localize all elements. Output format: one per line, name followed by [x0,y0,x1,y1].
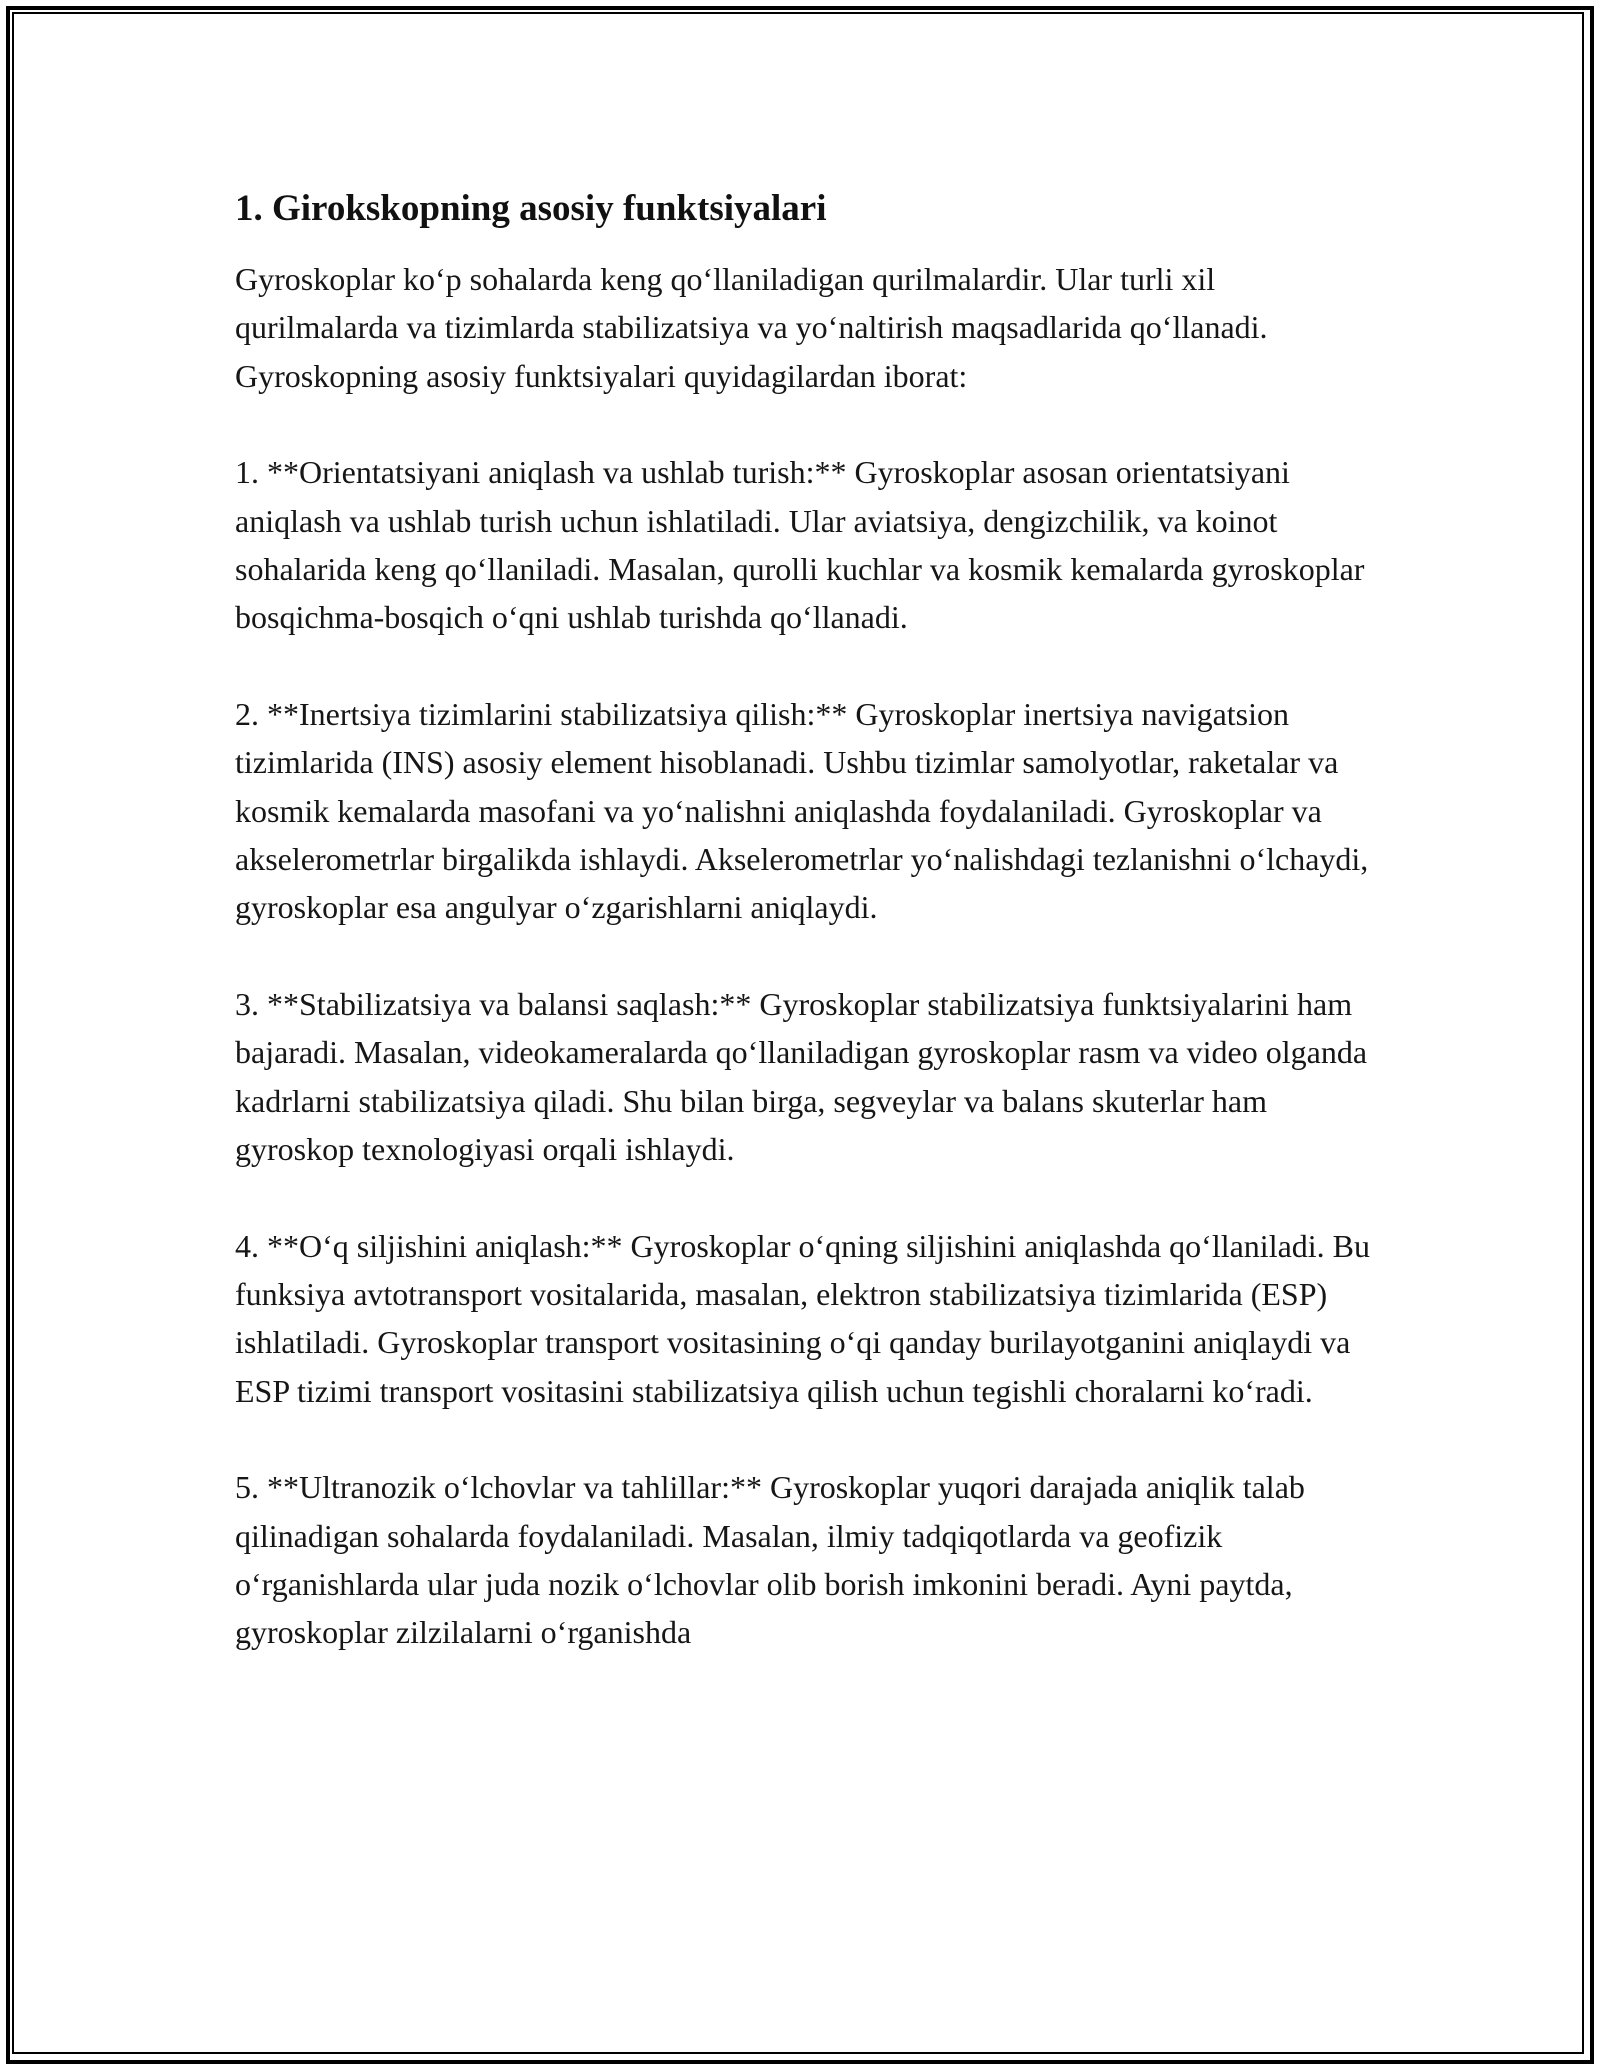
list-item-orientation: 1. **Orientatsiyani aniqlash va ushlab turish:** Gyroskoplar asosan orientatsiyani aniqlash va ushlab turish uchun ishlatiladi. Ular aviatsiya, dengizchilik, va koinot sohalarida keng qo‘llaniladi. Masalan, qurolli kuchlar va kosmik kemalarda gyroskoplar bosqichma-bosqich o‘qni ushlab turishda qo‘llanadi. [235,454,1365,636]
list-item-precision-measurements: 5. **Ultranozik o‘lchovlar va tahlillar:** Gyroskoplar yuqori darajada aniqlik talab qilinadigan sohalarda foydalaniladi. Masalan, ilmiy tadqiqotlarda va geofizik o‘rganishlarda ular juda nozik o‘lchovlar olib borish imkonini beradi. Ayni paytda, gyroskoplar zilzilalarni o‘rganishda [235,1469,1305,1651]
intro-paragraph: Gyroskoplar ko‘p sohalarda keng qo‘llaniladigan qurilmalardir. Ular turli xil qurilmalarda va tizimlarda stabilizatsiya va yo‘naltirish maqsadlarida qo‘llanadi. Gyroskopning asosiy funktsiyalari quyidagilardan iborat: [235,261,1268,394]
list-item-inertial-systems: 2. **Inertsiya tizimlarini stabilizatsiya qilish:** Gyroskoplar inertsiya navigatsion tizimlarida (INS) asosiy element hisoblanadi. Ushbu tizimlar samolyotlar, raketalar va kosmik kemalarda masofani va yo‘nalishni aniqlashda foydalaniladi. Gyroskoplar va akselerometrlar birgalikda ishlaydi. Akselerometrlar yo‘nalishdagi tezlanishni o‘lchaydi, gyroskoplar esa angulyar o‘zgarishlarni aniqlaydi. [235,695,1369,926]
list-item-stabilization: 3. **Stabilizatsiya va balansi saqlash:** Gyroskoplar stabilizatsiya funktsiyalarini ham bajaradi. Masalan, videokameralarda qo‘llaniladigan gyroskoplar rasm va video olganda kadrlarni stabilizatsiya qiladi. Shu bilan birga, segveylar va balans skuterlar ham gyroskop texnologiyasi orqali ishlaydi. [235,985,1368,1168]
document-body [235,185,1375,1705]
list-item-axis-drift: 4. **O‘q siljishini aniqlash:** Gyroskoplar o‘qning siljishini aniqlashda qo‘llaniladi. Bu funksiya avtotransport vositalarida, masalan, elektron stabilizatsiya tizimlarida (ESP) ishlatiladi. Gyroskoplar transport vositasining o‘qi qanday burilayotganini aniqlaydi va ESP tizimi transport vositasini stabilizatsiya qilish uchun tegishli choralarni ko‘radi. [235,1227,1371,1409]
section-heading: 1. Girokskopning asosiy funktsiyalari [235,188,827,229]
